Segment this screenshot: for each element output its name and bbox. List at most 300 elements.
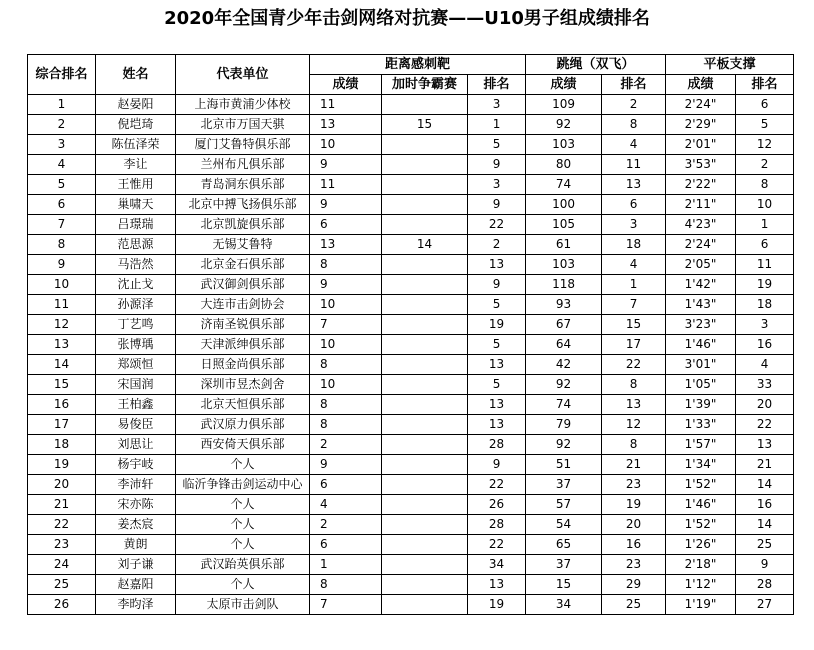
cell-target-score: 7 (310, 315, 382, 335)
header-unit: 代表单位 (176, 55, 310, 95)
cell-name: 李让 (96, 155, 176, 175)
cell-target-score: 9 (310, 155, 382, 175)
cell-unit: 上海市黄浦少体校 (176, 95, 310, 115)
cell-plank-rank: 9 (736, 555, 794, 575)
header-plank-score: 成绩 (666, 75, 736, 95)
cell-plank-score: 3'23" (666, 315, 736, 335)
cell-name: 王柏鑫 (96, 395, 176, 415)
cell-target-rank: 34 (468, 555, 526, 575)
cell-plank-rank: 16 (736, 335, 794, 355)
cell-rope-score: 92 (526, 115, 602, 135)
cell-target-score: 9 (310, 455, 382, 475)
cell-target-rank: 19 (468, 315, 526, 335)
cell-rope-rank: 15 (602, 315, 666, 335)
cell-rope-rank: 17 (602, 335, 666, 355)
cell-plank-score: 2'24" (666, 95, 736, 115)
header-target-rank: 排名 (468, 75, 526, 95)
cell-overall-rank: 9 (28, 255, 96, 275)
cell-rope-score: 80 (526, 155, 602, 175)
cell-target-overtime (382, 95, 468, 115)
cell-plank-score: 1'05" (666, 375, 736, 395)
cell-plank-score: 2'01" (666, 135, 736, 155)
table-row (28, 135, 794, 155)
cell-rope-score: 42 (526, 355, 602, 375)
cell-name: 张博瑀 (96, 335, 176, 355)
cell-target-rank: 5 (468, 335, 526, 355)
cell-rope-rank: 1 (602, 275, 666, 295)
results-body (28, 95, 794, 615)
cell-target-overtime (382, 515, 468, 535)
cell-overall-rank: 25 (28, 575, 96, 595)
cell-unit: 个人 (176, 535, 310, 555)
cell-name: 丁艺鸣 (96, 315, 176, 335)
cell-unit: 青岛洞东俱乐部 (176, 175, 310, 195)
cell-plank-rank: 28 (736, 575, 794, 595)
cell-name: 李昀泽 (96, 595, 176, 615)
table-row (28, 395, 794, 415)
table-row (28, 455, 794, 475)
cell-target-overtime (382, 455, 468, 475)
cell-name: 黄朗 (96, 535, 176, 555)
cell-overall-rank: 13 (28, 335, 96, 355)
cell-rope-rank: 7 (602, 295, 666, 315)
cell-target-overtime (382, 535, 468, 555)
cell-plank-score: 2'22" (666, 175, 736, 195)
cell-target-rank: 28 (468, 435, 526, 455)
header-group-target: 距离感刺靶 (310, 55, 526, 75)
table-row (28, 355, 794, 375)
cell-target-overtime (382, 255, 468, 275)
cell-plank-rank: 20 (736, 395, 794, 415)
cell-unit: 天津派绅俱乐部 (176, 335, 310, 355)
table-row (28, 335, 794, 355)
header-overall-rank: 综合排名 (28, 55, 96, 95)
cell-plank-rank: 33 (736, 375, 794, 395)
cell-target-rank: 13 (468, 395, 526, 415)
cell-unit: 个人 (176, 495, 310, 515)
results-table (27, 54, 794, 615)
cell-target-score: 8 (310, 415, 382, 435)
cell-target-overtime (382, 195, 468, 215)
cell-target-overtime (382, 155, 468, 175)
page-title: 2020年全国青少年击剑网络对抗赛——U10男子组成绩排名 (164, 8, 650, 29)
table-row (28, 435, 794, 455)
cell-rope-rank: 19 (602, 495, 666, 515)
cell-plank-score: 1'39" (666, 395, 736, 415)
cell-target-overtime (382, 355, 468, 375)
cell-plank-rank: 14 (736, 475, 794, 495)
cell-plank-score: 3'01" (666, 355, 736, 375)
cell-name: 赵嘉阳 (96, 575, 176, 595)
cell-unit: 北京市万国天骐 (176, 115, 310, 135)
cell-rope-rank: 8 (602, 115, 666, 135)
cell-overall-rank: 14 (28, 355, 96, 375)
table-row (28, 375, 794, 395)
cell-plank-rank: 12 (736, 135, 794, 155)
cell-target-rank: 22 (468, 215, 526, 235)
cell-overall-rank: 5 (28, 175, 96, 195)
cell-overall-rank: 2 (28, 115, 96, 135)
cell-name: 倪垲琦 (96, 115, 176, 135)
cell-name: 范思源 (96, 235, 176, 255)
cell-plank-rank: 11 (736, 255, 794, 275)
cell-plank-score: 1'46" (666, 335, 736, 355)
cell-plank-rank: 21 (736, 455, 794, 475)
cell-target-score: 9 (310, 275, 382, 295)
cell-rope-rank: 13 (602, 175, 666, 195)
cell-rope-score: 105 (526, 215, 602, 235)
cell-plank-rank: 25 (736, 535, 794, 555)
cell-target-rank: 13 (468, 575, 526, 595)
cell-rope-rank: 2 (602, 95, 666, 115)
cell-overall-rank: 20 (28, 475, 96, 495)
cell-overall-rank: 6 (28, 195, 96, 215)
cell-rope-rank: 3 (602, 215, 666, 235)
cell-target-overtime (382, 575, 468, 595)
cell-unit: 北京天恒俱乐部 (176, 395, 310, 415)
cell-unit: 个人 (176, 455, 310, 475)
cell-rope-score: 61 (526, 235, 602, 255)
cell-rope-score: 65 (526, 535, 602, 555)
cell-plank-rank: 10 (736, 195, 794, 215)
cell-unit: 兰州布凡俱乐部 (176, 155, 310, 175)
table-row (28, 115, 794, 135)
cell-overall-rank: 10 (28, 275, 96, 295)
cell-target-score: 8 (310, 395, 382, 415)
header-plank-rank: 排名 (736, 75, 794, 95)
cell-plank-rank: 2 (736, 155, 794, 175)
cell-overall-rank: 3 (28, 135, 96, 155)
cell-target-rank: 22 (468, 535, 526, 555)
cell-target-rank: 9 (468, 195, 526, 215)
cell-target-score: 8 (310, 575, 382, 595)
cell-overall-rank: 7 (28, 215, 96, 235)
cell-overall-rank: 1 (28, 95, 96, 115)
table-row (28, 175, 794, 195)
cell-plank-rank: 4 (736, 355, 794, 375)
cell-plank-score: 1'57" (666, 435, 736, 455)
cell-name: 杨宇岐 (96, 455, 176, 475)
table-row (28, 515, 794, 535)
cell-target-score: 10 (310, 335, 382, 355)
cell-name: 巢啸天 (96, 195, 176, 215)
table-row (28, 235, 794, 255)
cell-target-overtime (382, 215, 468, 235)
cell-target-overtime: 15 (382, 115, 468, 135)
cell-rope-rank: 8 (602, 375, 666, 395)
cell-target-score: 13 (310, 235, 382, 255)
cell-unit: 西安倚天俱乐部 (176, 435, 310, 455)
cell-target-score: 10 (310, 135, 382, 155)
cell-unit: 深圳市昱杰剑舍 (176, 375, 310, 395)
cell-plank-rank: 5 (736, 115, 794, 135)
cell-rope-rank: 29 (602, 575, 666, 595)
cell-name: 易俊臣 (96, 415, 176, 435)
table-row (28, 535, 794, 555)
cell-rope-score: 93 (526, 295, 602, 315)
cell-unit: 日照金尚俱乐部 (176, 355, 310, 375)
cell-target-score: 6 (310, 535, 382, 555)
cell-unit: 北京金石俱乐部 (176, 255, 310, 275)
cell-plank-rank: 19 (736, 275, 794, 295)
cell-target-overtime (382, 315, 468, 335)
cell-plank-rank: 13 (736, 435, 794, 455)
cell-plank-score: 1'52" (666, 515, 736, 535)
cell-overall-rank: 21 (28, 495, 96, 515)
cell-unit: 厦门艾鲁特俱乐部 (176, 135, 310, 155)
cell-target-score: 9 (310, 195, 382, 215)
cell-unit: 大连市击剑协会 (176, 295, 310, 315)
cell-rope-rank: 4 (602, 135, 666, 155)
cell-unit: 武汉御剑俱乐部 (176, 275, 310, 295)
cell-rope-score: 92 (526, 435, 602, 455)
cell-target-rank: 26 (468, 495, 526, 515)
cell-unit: 个人 (176, 575, 310, 595)
header-name: 姓名 (96, 55, 176, 95)
cell-target-rank: 3 (468, 175, 526, 195)
cell-rope-score: 118 (526, 275, 602, 295)
cell-name: 孙源泽 (96, 295, 176, 315)
cell-plank-score: 1'43" (666, 295, 736, 315)
cell-plank-rank: 18 (736, 295, 794, 315)
table-row (28, 415, 794, 435)
cell-unit: 个人 (176, 515, 310, 535)
cell-rope-score: 64 (526, 335, 602, 355)
cell-unit: 武汉原力俱乐部 (176, 415, 310, 435)
cell-target-score: 11 (310, 95, 382, 115)
cell-plank-rank: 16 (736, 495, 794, 515)
cell-name: 王惟用 (96, 175, 176, 195)
cell-name: 刘思让 (96, 435, 176, 455)
cell-rope-rank: 16 (602, 535, 666, 555)
header-target-score: 成绩 (310, 75, 382, 95)
cell-rope-rank: 20 (602, 515, 666, 535)
header-group-rope: 跳绳（双飞） (526, 55, 666, 75)
header-group-plank: 平板支撑 (666, 55, 794, 75)
table-row (28, 555, 794, 575)
header-target-overtime: 加时争霸赛 (382, 75, 468, 95)
cell-overall-rank: 16 (28, 395, 96, 415)
cell-overall-rank: 24 (28, 555, 96, 575)
cell-overall-rank: 18 (28, 435, 96, 455)
cell-unit: 北京中搏飞扬俱乐部 (176, 195, 310, 215)
cell-name: 马浩然 (96, 255, 176, 275)
cell-target-rank: 13 (468, 255, 526, 275)
cell-name: 吕璟瑞 (96, 215, 176, 235)
cell-plank-rank: 14 (736, 515, 794, 535)
cell-name: 沈止戈 (96, 275, 176, 295)
cell-name: 陈伍泽荣 (96, 135, 176, 155)
cell-plank-rank: 1 (736, 215, 794, 235)
cell-overall-rank: 11 (28, 295, 96, 315)
cell-rope-score: 51 (526, 455, 602, 475)
cell-plank-rank: 8 (736, 175, 794, 195)
table-row (28, 95, 794, 115)
cell-plank-score: 1'34" (666, 455, 736, 475)
table-row (28, 595, 794, 615)
cell-target-overtime (382, 295, 468, 315)
table-row (28, 315, 794, 335)
cell-plank-rank: 6 (736, 235, 794, 255)
table-row (28, 155, 794, 175)
cell-target-overtime (382, 395, 468, 415)
cell-target-rank: 1 (468, 115, 526, 135)
cell-rope-score: 74 (526, 175, 602, 195)
cell-target-rank: 19 (468, 595, 526, 615)
cell-target-score: 8 (310, 255, 382, 275)
cell-rope-rank: 22 (602, 355, 666, 375)
table-row (28, 495, 794, 515)
cell-rope-score: 34 (526, 595, 602, 615)
cell-name: 姜杰宸 (96, 515, 176, 535)
cell-overall-rank: 19 (28, 455, 96, 475)
cell-target-rank: 5 (468, 135, 526, 155)
cell-target-score: 2 (310, 435, 382, 455)
cell-target-overtime (382, 595, 468, 615)
cell-rope-rank: 23 (602, 475, 666, 495)
cell-plank-score: 1'52" (666, 475, 736, 495)
cell-target-rank: 2 (468, 235, 526, 255)
cell-plank-score: 1'42" (666, 275, 736, 295)
cell-rope-score: 15 (526, 575, 602, 595)
cell-target-overtime (382, 175, 468, 195)
cell-rope-rank: 11 (602, 155, 666, 175)
cell-overall-rank: 4 (28, 155, 96, 175)
cell-rope-score: 57 (526, 495, 602, 515)
cell-unit: 临沂争锋击剑运动中心 (176, 475, 310, 495)
cell-unit: 济南圣锐俱乐部 (176, 315, 310, 335)
header-rope-score: 成绩 (526, 75, 602, 95)
cell-overall-rank: 23 (28, 535, 96, 555)
cell-unit: 武汉跆英俱乐部 (176, 555, 310, 575)
cell-plank-score: 2'11" (666, 195, 736, 215)
cell-target-score: 2 (310, 515, 382, 535)
cell-overall-rank: 17 (28, 415, 96, 435)
cell-target-overtime (382, 475, 468, 495)
cell-target-score: 6 (310, 215, 382, 235)
cell-name: 宋国润 (96, 375, 176, 395)
cell-target-score: 10 (310, 375, 382, 395)
table-row (28, 195, 794, 215)
cell-target-score: 13 (310, 115, 382, 135)
cell-target-score: 1 (310, 555, 382, 575)
cell-target-overtime (382, 375, 468, 395)
cell-overall-rank: 8 (28, 235, 96, 255)
cell-target-score: 6 (310, 475, 382, 495)
cell-plank-score: 2'29" (666, 115, 736, 135)
cell-plank-score: 2'05" (666, 255, 736, 275)
cell-overall-rank: 15 (28, 375, 96, 395)
cell-rope-score: 103 (526, 135, 602, 155)
cell-plank-score: 4'23" (666, 215, 736, 235)
cell-name: 赵晏阳 (96, 95, 176, 115)
cell-target-rank: 5 (468, 375, 526, 395)
cell-rope-rank: 6 (602, 195, 666, 215)
cell-rope-rank: 4 (602, 255, 666, 275)
cell-overall-rank: 22 (28, 515, 96, 535)
cell-target-score: 11 (310, 175, 382, 195)
cell-target-overtime (382, 555, 468, 575)
cell-target-overtime (382, 415, 468, 435)
cell-rope-rank: 13 (602, 395, 666, 415)
cell-target-rank: 9 (468, 455, 526, 475)
cell-target-score: 8 (310, 355, 382, 375)
cell-plank-rank: 3 (736, 315, 794, 335)
cell-rope-score: 37 (526, 555, 602, 575)
cell-plank-score: 1'46" (666, 495, 736, 515)
cell-plank-score: 3'53" (666, 155, 736, 175)
cell-rope-score: 92 (526, 375, 602, 395)
cell-rope-rank: 8 (602, 435, 666, 455)
cell-target-overtime (382, 495, 468, 515)
table-row (28, 275, 794, 295)
cell-plank-score: 1'33" (666, 415, 736, 435)
cell-rope-rank: 25 (602, 595, 666, 615)
cell-unit: 北京凯旋俱乐部 (176, 215, 310, 235)
table-row (28, 575, 794, 595)
cell-target-overtime (382, 275, 468, 295)
cell-rope-score: 79 (526, 415, 602, 435)
cell-target-score: 4 (310, 495, 382, 515)
cell-plank-rank: 22 (736, 415, 794, 435)
cell-overall-rank: 12 (28, 315, 96, 335)
cell-target-overtime (382, 335, 468, 355)
cell-rope-score: 54 (526, 515, 602, 535)
cell-target-score: 7 (310, 595, 382, 615)
cell-unit: 太原市击剑队 (176, 595, 310, 615)
cell-target-rank: 9 (468, 155, 526, 175)
cell-target-rank: 13 (468, 355, 526, 375)
cell-name: 刘子谦 (96, 555, 176, 575)
cell-target-overtime: 14 (382, 235, 468, 255)
cell-plank-rank: 6 (736, 95, 794, 115)
cell-target-score: 10 (310, 295, 382, 315)
cell-rope-score: 67 (526, 315, 602, 335)
cell-target-rank: 9 (468, 275, 526, 295)
cell-rope-score: 109 (526, 95, 602, 115)
cell-target-rank: 28 (468, 515, 526, 535)
cell-target-overtime (382, 135, 468, 155)
cell-plank-rank: 27 (736, 595, 794, 615)
table-row (28, 475, 794, 495)
cell-rope-score: 37 (526, 475, 602, 495)
cell-rope-rank: 21 (602, 455, 666, 475)
cell-rope-rank: 23 (602, 555, 666, 575)
cell-overall-rank: 26 (28, 595, 96, 615)
cell-plank-score: 1'19" (666, 595, 736, 615)
cell-rope-rank: 12 (602, 415, 666, 435)
cell-target-rank: 3 (468, 95, 526, 115)
cell-plank-score: 1'12" (666, 575, 736, 595)
cell-name: 宋亦陈 (96, 495, 176, 515)
cell-rope-score: 74 (526, 395, 602, 415)
cell-rope-rank: 18 (602, 235, 666, 255)
cell-plank-score: 2'18" (666, 555, 736, 575)
cell-target-rank: 5 (468, 295, 526, 315)
cell-rope-score: 100 (526, 195, 602, 215)
cell-plank-score: 2'24" (666, 235, 736, 255)
table-row (28, 295, 794, 315)
cell-rope-score: 103 (526, 255, 602, 275)
cell-plank-score: 1'26" (666, 535, 736, 555)
cell-name: 郑颂恒 (96, 355, 176, 375)
cell-target-rank: 22 (468, 475, 526, 495)
cell-target-rank: 13 (468, 415, 526, 435)
cell-unit: 无锡艾鲁特 (176, 235, 310, 255)
cell-target-overtime (382, 435, 468, 455)
table-row (28, 215, 794, 235)
header-rope-rank: 排名 (602, 75, 666, 95)
